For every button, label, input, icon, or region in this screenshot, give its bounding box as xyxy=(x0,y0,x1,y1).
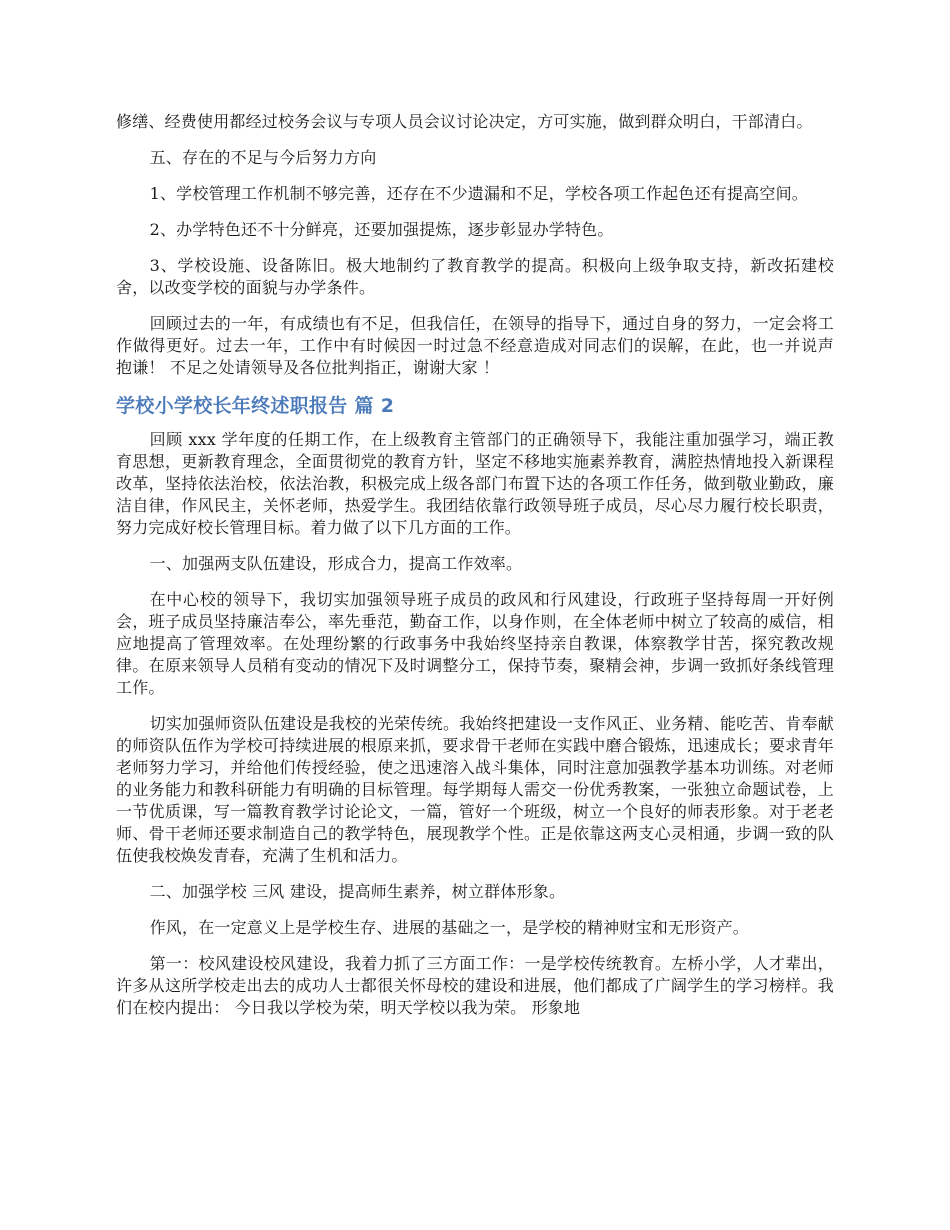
paragraph-item-3: 3、学校设施、设备陈旧。极大地制约了教育教学的提高。积极向上级争取支持，新改拓建校舍，以改变学校的面貌与办学条件。 xyxy=(116,256,834,297)
document-page xyxy=(116,111,834,1033)
paragraph-school-spirit: 第一：校风建设校风建设，我着力抓了三方面工作：一是学校传统教育。左桥小学，人才辈出，许多从这所学校走出去的成功人士都很关怀母校的建设和进展，他们都成了广阔学生的学习榜样。我们在校内提出： 今日我以学校为荣，明天学校以我为荣。 形象地 xyxy=(116,954,834,1017)
paragraph-item-2: 2、办学特色还不十分鲜亮，还要加强提炼，逐步彰显办学特色。 xyxy=(149,220,614,239)
paragraph-style: 作风，在一定意义上是学校生存、进展的基础之一，是学校的精神财宝和无形资产。 xyxy=(149,918,749,937)
section-subtitle-three-styles: 二、加强学校 三风 建设，提高师生素养，树立群体形象。 xyxy=(149,882,566,901)
paragraph-continuation: 修缮、经费使用都经过校务会议与专项人员会议讨论决定，方可实施，做到群众明白，干部清白。 xyxy=(116,112,813,131)
section-heading: 学校小学校长年终述职报告 篇 2 xyxy=(116,395,395,417)
section-subtitle-shortcomings: 五、存在的不足与今后努力方向 xyxy=(149,148,377,167)
paragraph-teachers: 切实加强师资队伍建设是我校的光荣传统。我始终把建设一支作风正、业务精、能吃苦、肯奉献的师资队伍作为学校可持续进展的根原来抓，要求骨干老师在实践中磨合锻炼，迅速成长；要求青年老师努力学习，并给他们传授经验，使之迅速溶入战斗集体，同时注意加强教学基本功训练。对老师的业务能力和教科研能力有明确的目标管理。每学期每人需交一份优秀教案，一张独立命题试卷，上一节优质课，写一篇教育教学讨论论文，一篇，管好一个班级，树立一个良好的师表形象。对于老老师、骨干老师还要求制造自己的教学特色，展现教学个性。正是依靠这两支心灵相通，步调一致的队伍使我校焕发青春，充满了生机和活力。 xyxy=(116,714,834,865)
paragraph-intro: 回顾 xxx 学年度的任期工作，在上级教育主管部门的正确领导下，我能注重加强学习，端正教育思想，更新教育理念，全面贯彻党的教育方针，坚定不移地实施素养教育，满腔热情地投入新课程改革，坚持依法治校，依法治教，积极完成上级各部门布置下达的各项工作任务，做到敬业勤政，廉洁自律，作风民主，关怀老师，热爱学生。我团结依靠行政领导班子成员，尽心尽力履行校长职责，努力完成好校长管理目标。着力做了以下几方面的工作。 xyxy=(116,430,834,537)
paragraph-leadership: 在中心校的领导下，我切实加强领导班子成员的政风和行风建设，行政班子坚持每周一开好例会，班子成员坚持廉洁奉公，率先垂范，勤奋工作，以身作则，在全体老师中树立了较高的威信，相应地提高了管理效率。在处理纷繁的行政事务中我始终坚持亲自教课，体察教学甘苦，探究教改规律。在原来领导人员稍有变动的情况下及时调整分工，保持节奏，聚精会神，步调一致抓好条线管理工作。 xyxy=(116,590,834,697)
paragraph-closing: 回顾过去的一年，有成绩也有不足，但我信任，在领导的指导下，通过自身的努力，一定会将工作做得更好。过去一年，工作中有时候因一时过急不经意造成对同志们的误解，在此，也一并说声 抱谦！ 不足之处请领导及各位批判指正，谢谢大家 ！ xyxy=(116,314,834,377)
paragraph-item-1: 1、学校管理工作机制不够完善，还存在不少遗漏和不足，学校各项工作起色还有提高空间。 xyxy=(149,184,808,203)
section-subtitle-teams: 一、加强两支队伍建设，形成合力，提高工作效率。 xyxy=(149,554,523,573)
